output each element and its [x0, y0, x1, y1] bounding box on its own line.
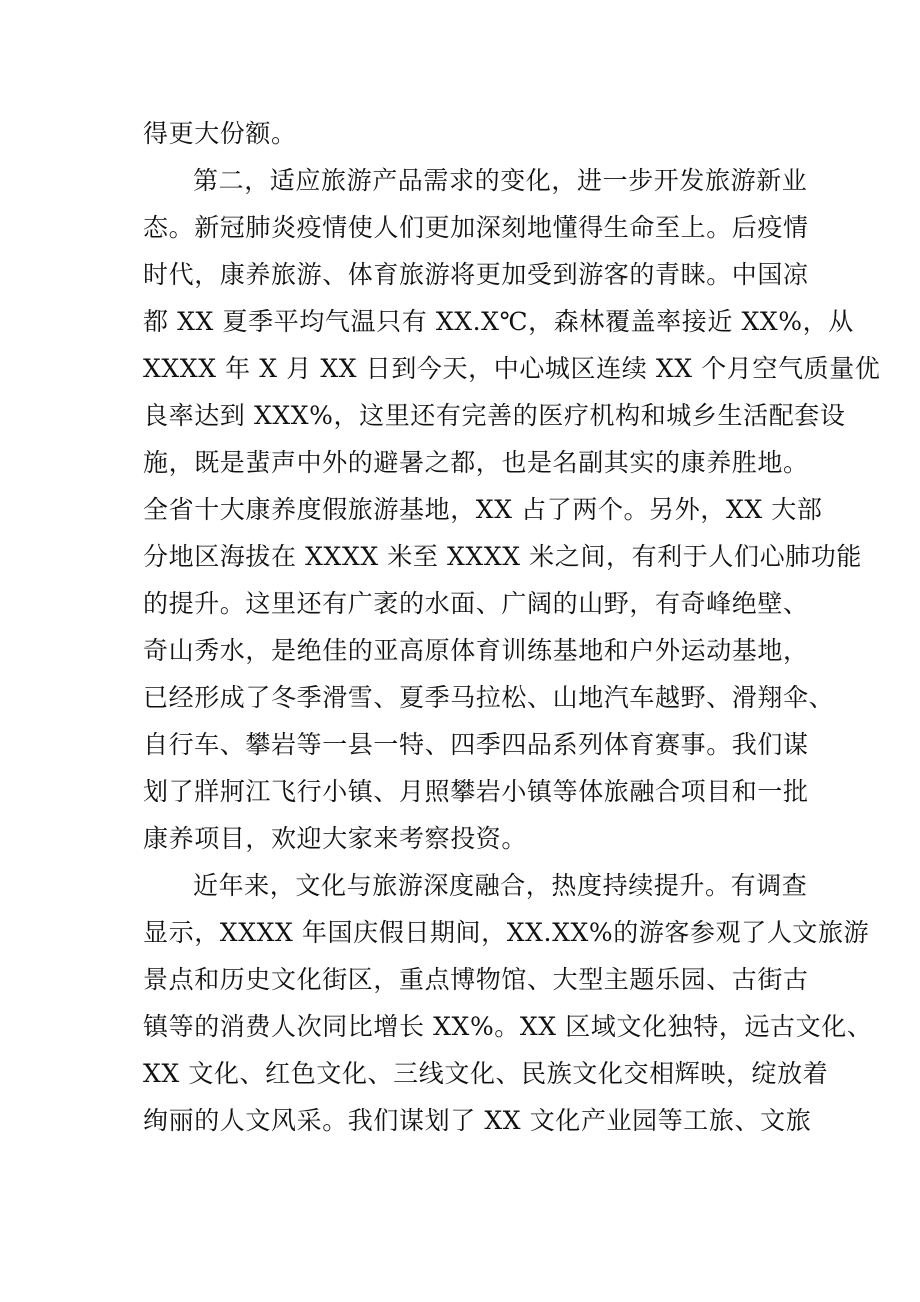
document-body — [143, 110, 881, 1144]
text-line: 自行车、攀岩等一县一特、四季四品系列体育赛事。我们谋 — [143, 730, 809, 759]
text-line: 得更大份额。 — [143, 119, 297, 148]
text-line: 态。新冠肺炎疫情使人们更加深刻地懂得生命至上。后疫情 — [143, 213, 809, 242]
text-line: 施，既是蜚声中外的避暑之都，也是名副其实的康养胜地。 — [143, 448, 809, 477]
text-line: 划了牂牁江飞行小镇、月照攀岩小镇等体旅融合项目和一批 — [143, 777, 809, 806]
text-line: 已经形成了冬季滑雪、夏季马拉松、山地汽车越野、滑翔伞、 — [143, 683, 835, 712]
text-line: 奇山秀水，是绝佳的亚高原体育训练基地和户外运动基地， — [143, 636, 809, 665]
text-line: XX 文化、红色文化、三线文化、民族文化交相辉映，绽放着 — [143, 1059, 829, 1088]
text-line: 全省十大康养度假旅游基地，XX 占了两个。另外，XX 大部 — [143, 495, 823, 524]
text-line: 分地区海拔在 XXXX 米至 XXXX 米之间，有利于人们心肺功能 — [143, 542, 862, 571]
text-line: 都 XX 夏季平均气温只有 XX.X℃，森林覆盖率接近 XX%，从 — [143, 307, 854, 336]
text-line: 康养项目，欢迎大家来考察投资。 — [143, 824, 528, 853]
paragraph-first-line: 近年来，文化与旅游深度融合，热度持续提升。有调查 — [193, 871, 808, 900]
text-line: 的提升。这里还有广袤的水面、广阔的山野，有奇峰绝壁、 — [143, 589, 809, 618]
text-line: 绚丽的人文风采。我们谋划了 XX 文化产业园等工旅、文旅 — [143, 1106, 812, 1135]
text-line: 时代，康养旅游、体育旅游将更加受到游客的青睐。中国凉 — [143, 260, 809, 289]
paragraph-first-line: 第二，适应旅游产品需求的变化，进一步开发旅游新业 — [193, 166, 808, 195]
text-line: 显示，XXXX 年国庆假日期间，XX.XX%的游客参观了人文旅游 — [143, 918, 870, 947]
text-line: XXXX 年 X 月 XX 日到今天，中心城区连续 XX 个月空气质量优 — [143, 354, 881, 383]
text-line: 景点和历史文化街区，重点博物馆、大型主题乐园、古街古 — [143, 965, 809, 994]
text-line: 镇等的消费人次同比增长 XX%。XX 区域文化独特，远古文化、 — [143, 1012, 873, 1041]
text-line: 良率达到 XXX%，这里还有完善的医疗机构和城乡生活配套设 — [143, 401, 846, 430]
